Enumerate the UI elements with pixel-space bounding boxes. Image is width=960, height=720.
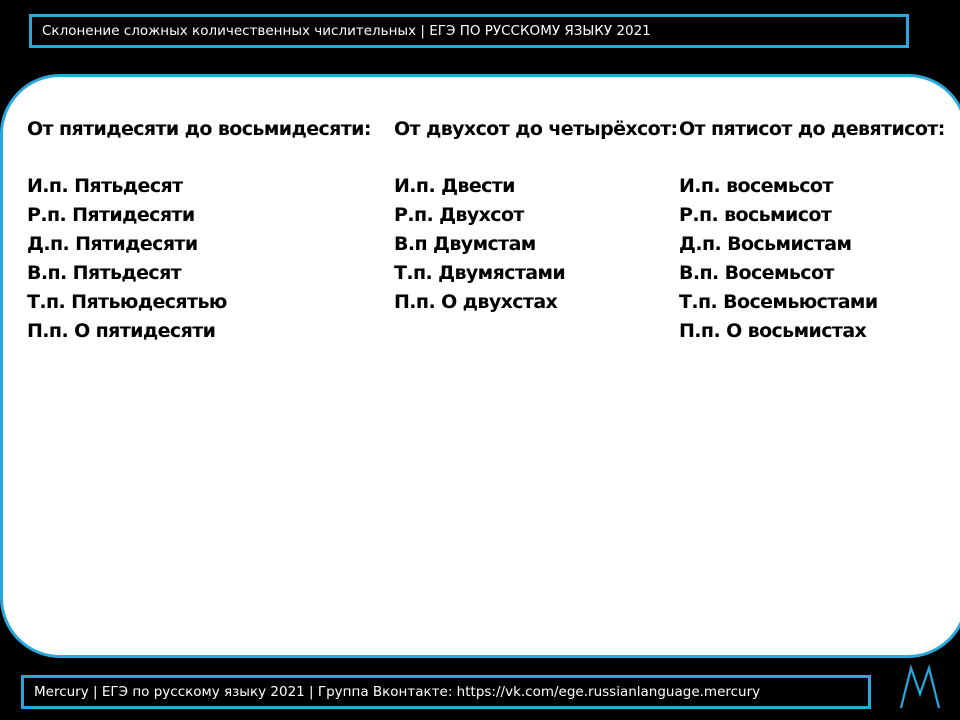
case-line: П.п. О двухстах	[394, 291, 558, 313]
footer-text: Mercury | ЕГЭ по русскому языку 2021 | Группа Вконтакте: https://vk.com/ege.russianlanguage.mercury	[34, 684, 761, 700]
case-line: Т.п. Восемьюстами	[679, 291, 878, 313]
case-line: Д.п. Пятидесяти	[27, 233, 198, 255]
case-line: Т.п. Двумястами	[394, 262, 566, 284]
case-line: И.п. Пятьдесят	[27, 175, 183, 197]
title-banner	[29, 14, 909, 48]
case-line: Р.п. Пятидесяти	[27, 204, 195, 226]
column-heading: От пятисот до девятисот:	[679, 118, 945, 140]
case-line: П.п. О восьмистах	[679, 320, 867, 342]
content-card	[0, 74, 960, 658]
column-heading: От пятидесяти до восьмидесяти:	[27, 118, 371, 140]
case-line: И.п. восемьсот	[679, 175, 833, 197]
case-line: Р.п. восьмисот	[679, 204, 832, 226]
case-line: Р.п. Двухсот	[394, 204, 524, 226]
case-line: В.п Двумстам	[394, 233, 536, 255]
case-line: Д.п. Восьмистам	[679, 233, 852, 255]
case-line: В.п. Пятьдесят	[27, 262, 182, 284]
case-line: П.п. О пятидесяти	[27, 320, 216, 342]
column-50-80	[27, 115, 371, 346]
column-200-400	[394, 115, 678, 317]
case-line: И.п. Двести	[394, 175, 515, 197]
column-heading: От двухсот до четырёхсот:	[394, 118, 678, 140]
mercury-m-logo-icon	[898, 664, 942, 710]
case-line: Т.п. Пятьюдесятью	[27, 291, 227, 313]
case-line: В.п. Восемьсот	[679, 262, 834, 284]
footer-banner	[21, 675, 871, 709]
page-title: Склонение сложных количественных числительных | ЕГЭ ПО РУССКОМУ ЯЗЫКУ 2021	[42, 23, 651, 39]
column-500-900	[679, 115, 945, 346]
